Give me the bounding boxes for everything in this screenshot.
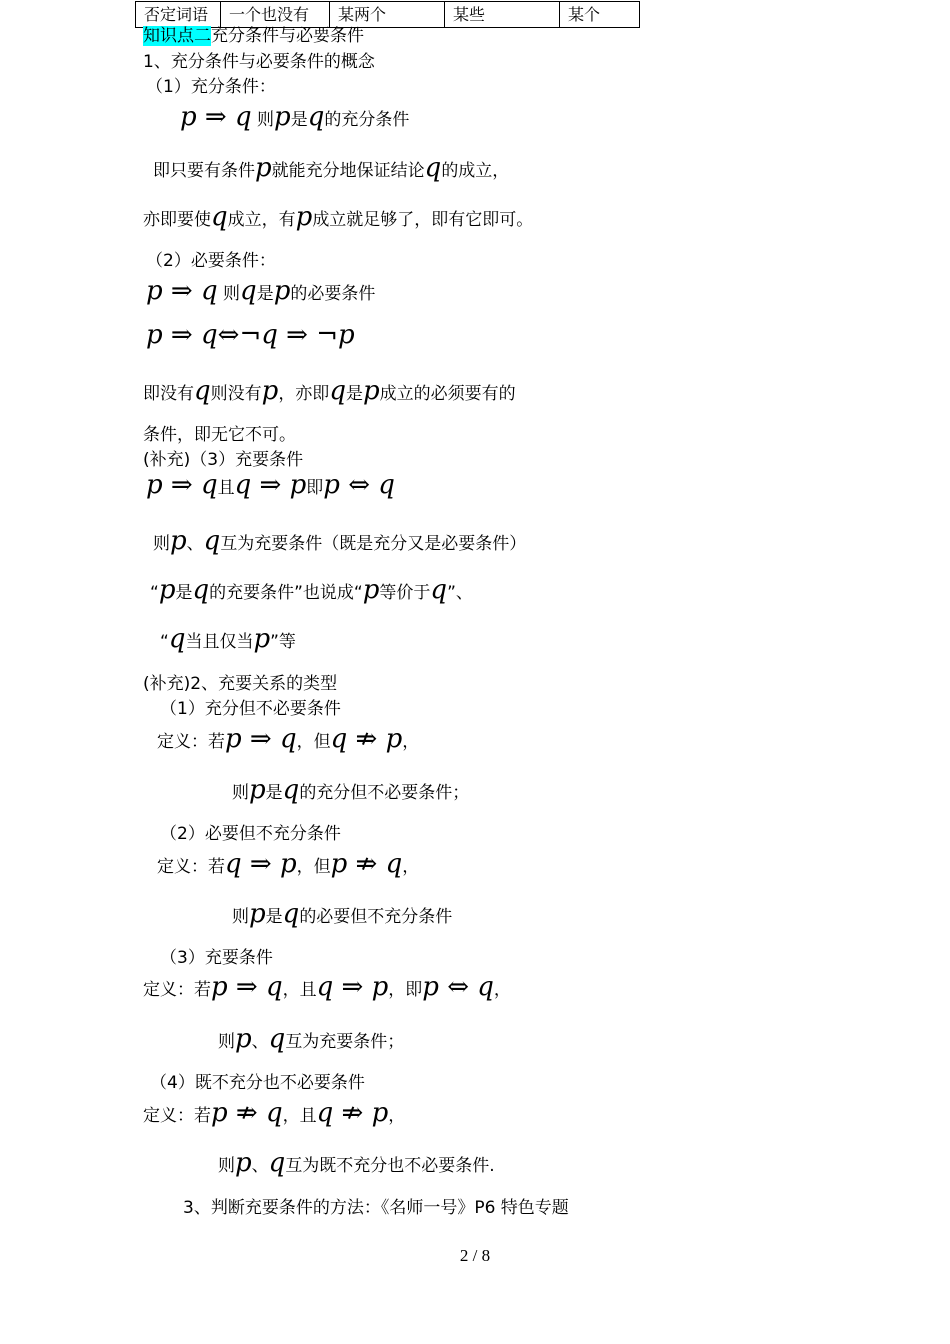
case-result: 则p、q互为充要条件； — [218, 1024, 405, 1054]
case-result: 则p、q互为既不充分也不必要条件. — [218, 1148, 495, 1178]
subsection-title: 1、充分条件与必要条件的概念 — [143, 52, 375, 72]
negation-table — [135, 1, 640, 28]
table-cell: 某个 — [560, 2, 640, 28]
table-cell: 否定词语 — [136, 2, 221, 28]
table-cell: 某些 — [445, 2, 560, 28]
case-result: 则p是q的必要但不充分条件 — [232, 899, 453, 929]
explanation-line: “p是q的充要条件”也说成“p等价于q”、 — [150, 575, 473, 605]
explanation-line: 则p、q互为充要条件（既是充分又是必要条件） — [153, 526, 527, 556]
method-reference: 3、判断充要条件的方法：《名师一号》P6 特色专题 — [183, 1198, 569, 1218]
explanation-line: 即没有q则没有p，亦即q是p成立的必须要有的 — [143, 376, 516, 406]
section-heading — [143, 28, 364, 45]
case-label: （2）必要但不充分条件 — [160, 824, 341, 844]
case-result: 则p是q的充分但不必要条件； — [232, 775, 470, 805]
explanation-line: “q当且仅当p”等 — [160, 624, 296, 654]
case-label: （3）充要条件 — [160, 948, 273, 968]
formula-contrapositive: p ⇒ q⇔¬q ⇒ ¬p — [146, 320, 355, 350]
section-title: 充分条件与必要条件 — [211, 26, 364, 46]
case-definition: 定义：若p ⇏ q，且q ⇏ p， — [143, 1098, 406, 1128]
explanation-line: 亦即要使q成立，有p成立就足够了，即有它即可。 — [143, 202, 534, 232]
table-cell: 某两个 — [330, 2, 445, 28]
formula-iff: p ⇒ q且q ⇒ p即p ⇔ q — [146, 470, 395, 500]
table-cell: 一个也没有 — [221, 2, 330, 28]
case-label: （1）充分但不必要条件 — [160, 699, 341, 719]
subsection-label: (补充)（3）充要条件 — [143, 450, 304, 470]
subsection-label: （1）充分条件： — [146, 77, 276, 97]
case-definition: 定义：若p ⇒ q，且q ⇒ p，即p ⇔ q， — [143, 972, 511, 1002]
explanation-line: 条件，即无它不可。 — [143, 425, 296, 445]
formula-necessary: p ⇒ q 则q是p的必要条件 — [146, 276, 376, 306]
subsection-label: （2）必要条件： — [146, 251, 276, 271]
case-definition: 定义：若q ⇒ p，但p ⇏ q， — [157, 849, 420, 879]
formula-sufficient: p ⇒ q 则p是q的充分条件 — [180, 102, 410, 132]
page-number: 2 / 8 — [459, 1246, 491, 1265]
section-label: 知识点二 — [143, 26, 211, 46]
explanation-line: 即只要有条件p就能充分地保证结论q的成立， — [153, 153, 510, 183]
case-definition: 定义：若p ⇒ q，但q ⇏ p， — [157, 724, 420, 754]
subsection-title: (补充)2、充要关系的类型 — [143, 674, 338, 694]
case-label: （4）既不充分也不必要条件 — [150, 1073, 365, 1093]
